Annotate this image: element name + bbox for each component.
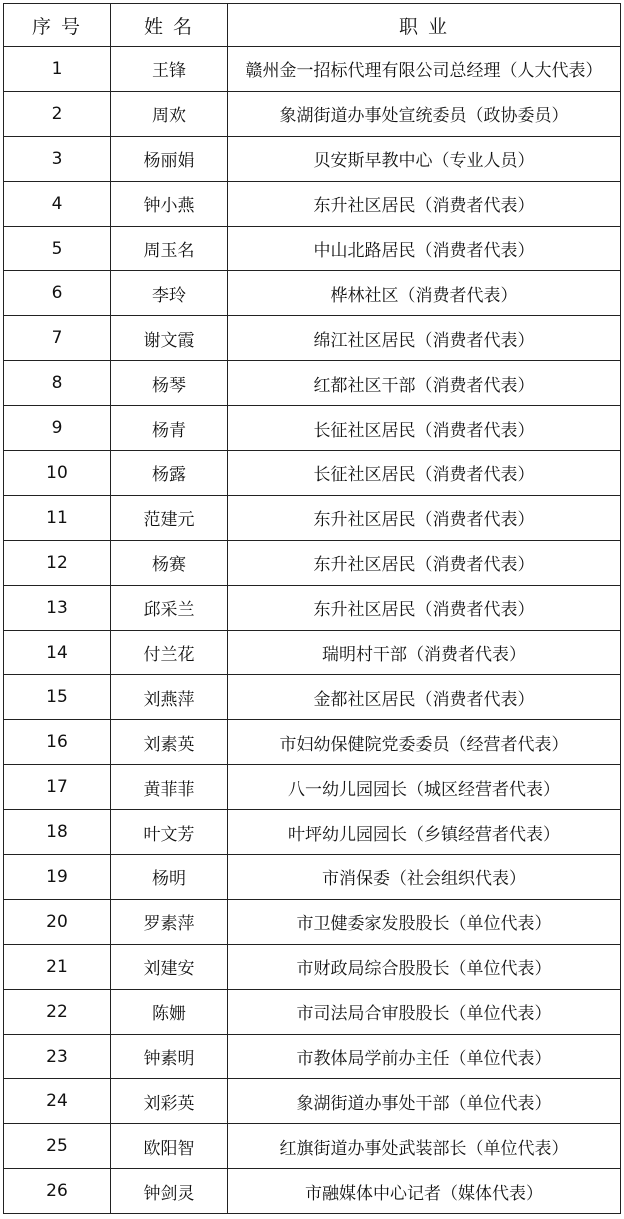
row-occupation: 叶坪幼儿园园长（乡镇经营者代表） [228, 810, 621, 855]
header-name: 姓 名 [111, 4, 228, 47]
row-number: 11 [4, 495, 111, 540]
row-number: 10 [4, 451, 111, 496]
table-row [4, 181, 621, 226]
row-occupation: 八一幼儿园园长（城区经营者代表） [228, 765, 621, 810]
row-name: 欧阳智 [111, 1124, 228, 1169]
row-name: 杨露 [111, 451, 228, 496]
table-row [4, 810, 621, 855]
row-number: 9 [4, 406, 111, 451]
row-number: 6 [4, 271, 111, 316]
row-occupation: 贝安斯早教中心（专业人员） [228, 136, 621, 181]
table-row [4, 1079, 621, 1124]
row-number: 22 [4, 989, 111, 1034]
row-occupation: 东升社区居民（消费者代表） [228, 495, 621, 540]
row-name: 钟剑灵 [111, 1169, 228, 1214]
table-row [4, 136, 621, 181]
row-name: 叶文芳 [111, 810, 228, 855]
header-number: 序 号 [4, 4, 111, 47]
row-number: 18 [4, 810, 111, 855]
header-occupation: 职 业 [228, 4, 621, 47]
row-occupation: 市卫健委家发股股长（单位代表） [228, 899, 621, 944]
table-row [4, 1169, 621, 1214]
table-row [4, 765, 621, 810]
row-occupation: 市财政局综合股股长（单位代表） [228, 944, 621, 989]
row-name: 钟素明 [111, 1034, 228, 1079]
table-row [4, 944, 621, 989]
table-body [4, 47, 621, 1214]
row-number: 20 [4, 899, 111, 944]
table-row [4, 451, 621, 496]
row-occupation: 东升社区居民（消费者代表） [228, 585, 621, 630]
row-name: 杨明 [111, 855, 228, 900]
row-number: 16 [4, 720, 111, 765]
row-occupation: 市融媒体中心记者（媒体代表） [228, 1169, 621, 1214]
row-occupation: 桦林社区（消费者代表） [228, 271, 621, 316]
row-name: 王锋 [111, 47, 228, 92]
row-occupation: 赣州金一招标代理有限公司总经理（人大代表） [228, 47, 621, 92]
table-row [4, 720, 621, 765]
table-row [4, 585, 621, 630]
row-occupation: 象湖街道办事处干部（单位代表） [228, 1079, 621, 1124]
table-row [4, 91, 621, 136]
row-number: 5 [4, 226, 111, 271]
roster-table [3, 3, 621, 1214]
row-number: 15 [4, 675, 111, 720]
header-row [4, 4, 621, 47]
row-name: 刘彩英 [111, 1079, 228, 1124]
row-name: 谢文霞 [111, 316, 228, 361]
row-occupation: 瑞明村干部（消费者代表） [228, 630, 621, 675]
row-name: 钟小燕 [111, 181, 228, 226]
row-number: 17 [4, 765, 111, 810]
row-number: 26 [4, 1169, 111, 1214]
table-row [4, 855, 621, 900]
table-row [4, 226, 621, 271]
row-name: 刘素英 [111, 720, 228, 765]
row-number: 23 [4, 1034, 111, 1079]
table-row [4, 271, 621, 316]
table-row [4, 540, 621, 585]
row-occupation: 市司法局合审股股长（单位代表） [228, 989, 621, 1034]
row-occupation: 红旗街道办事处武装部长（单位代表） [228, 1124, 621, 1169]
row-name: 陈姗 [111, 989, 228, 1034]
row-occupation: 东升社区居民（消费者代表） [228, 540, 621, 585]
row-name: 刘燕萍 [111, 675, 228, 720]
row-number: 12 [4, 540, 111, 585]
row-occupation: 红都社区干部（消费者代表） [228, 361, 621, 406]
row-number: 4 [4, 181, 111, 226]
table-header [4, 4, 621, 47]
row-name: 周欢 [111, 91, 228, 136]
row-occupation: 金都社区居民（消费者代表） [228, 675, 621, 720]
row-occupation: 中山北路居民（消费者代表） [228, 226, 621, 271]
row-occupation: 象湖街道办事处宣统委员（政协委员） [228, 91, 621, 136]
row-occupation: 绵江社区居民（消费者代表） [228, 316, 621, 361]
row-name: 杨琴 [111, 361, 228, 406]
row-number: 13 [4, 585, 111, 630]
row-number: 2 [4, 91, 111, 136]
table-row [4, 47, 621, 92]
row-name: 范建元 [111, 495, 228, 540]
row-occupation: 市消保委（社会组织代表） [228, 855, 621, 900]
row-number: 24 [4, 1079, 111, 1124]
row-number: 3 [4, 136, 111, 181]
table-row [4, 495, 621, 540]
row-occupation: 市教体局学前办主任（单位代表） [228, 1034, 621, 1079]
row-occupation: 东升社区居民（消费者代表） [228, 181, 621, 226]
row-number: 1 [4, 47, 111, 92]
row-number: 8 [4, 361, 111, 406]
row-number: 7 [4, 316, 111, 361]
row-name: 杨丽娟 [111, 136, 228, 181]
table-row [4, 899, 621, 944]
table-row [4, 316, 621, 361]
row-number: 25 [4, 1124, 111, 1169]
row-occupation: 长征社区居民（消费者代表） [228, 451, 621, 496]
row-name: 刘建安 [111, 944, 228, 989]
table-row [4, 675, 621, 720]
row-occupation: 市妇幼保健院党委委员（经营者代表） [228, 720, 621, 765]
table-row [4, 1034, 621, 1079]
table-row [4, 989, 621, 1034]
row-number: 14 [4, 630, 111, 675]
row-name: 李玲 [111, 271, 228, 316]
row-name: 杨青 [111, 406, 228, 451]
row-name: 黄菲菲 [111, 765, 228, 810]
row-name: 周玉名 [111, 226, 228, 271]
table-row [4, 361, 621, 406]
table-row [4, 406, 621, 451]
row-name: 罗素萍 [111, 899, 228, 944]
row-name: 杨赛 [111, 540, 228, 585]
table-row [4, 630, 621, 675]
table-row [4, 1124, 621, 1169]
row-name: 邱采兰 [111, 585, 228, 630]
row-number: 21 [4, 944, 111, 989]
row-number: 19 [4, 855, 111, 900]
row-name: 付兰花 [111, 630, 228, 675]
row-occupation: 长征社区居民（消费者代表） [228, 406, 621, 451]
